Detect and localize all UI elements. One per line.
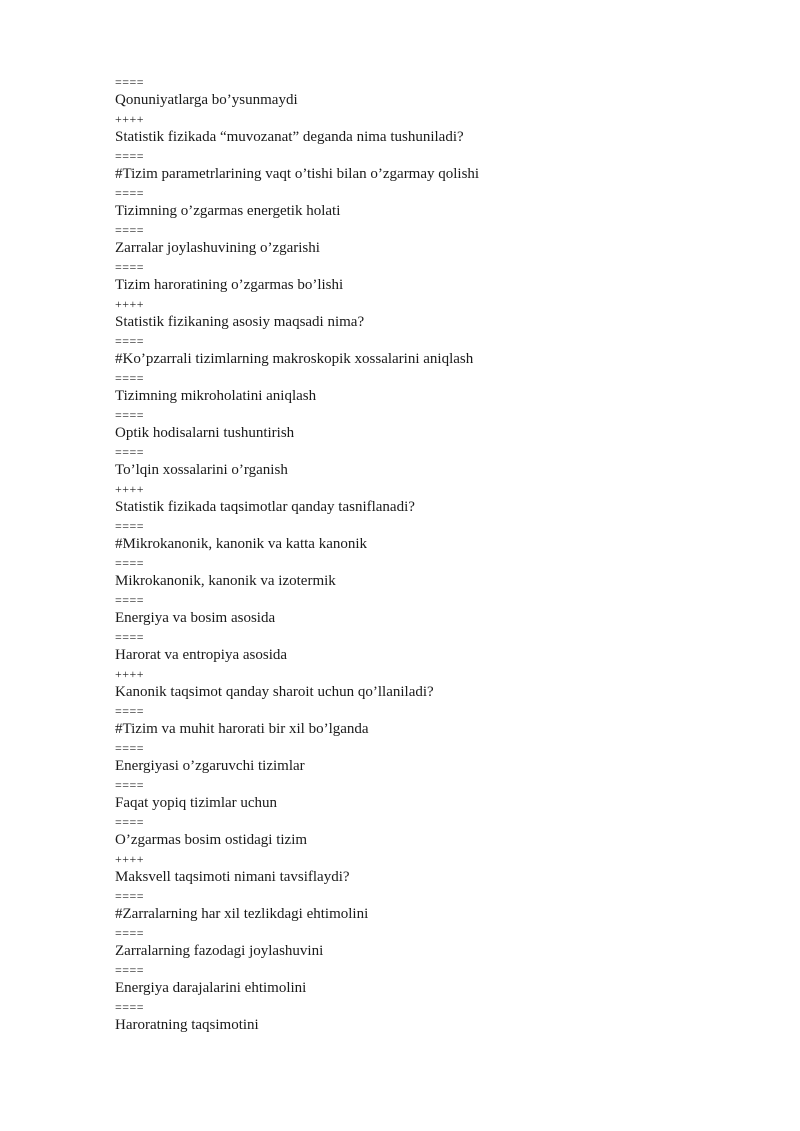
separator-line: ==== (115, 630, 145, 644)
separator-line: ==== (115, 963, 145, 977)
separator-line: ==== (115, 186, 145, 200)
separator-line: ==== (115, 778, 145, 792)
text-line: Faqat yopiq tizimlar uchun (115, 795, 278, 811)
text-line: Statistik fizikada “muvozanat” deganda nima tushuniladi? (115, 129, 464, 145)
text-line: Tizimning o’zgarmas energetik holati (115, 203, 341, 219)
text-line: #Zarralarning har xil tezlikdagi ehtimolini (115, 906, 369, 922)
text-line: O’zgarmas bosim ostidagi tizim (115, 832, 308, 848)
text-line: Mikrokanonik, kanonik va izotermik (115, 573, 336, 589)
text-line: #Tizim parametrlarining vaqt o’tishi bilan o’zgarmay qolishi (115, 166, 480, 182)
text-line: Kanonik taqsimot qanday sharoit uchun qo’llaniladi? (115, 684, 434, 700)
separator-line: ==== (115, 75, 145, 89)
text-line: Harorat va entropiya asosida (115, 647, 288, 663)
text-line: Energiya va bosim asosida (115, 610, 276, 626)
text-line: Tizim haroratining o’zgarmas bo’lishi (115, 277, 344, 293)
text-line: Statistik fizikada taqsimotlar qanday tasniflanadi? (115, 499, 415, 515)
text-line: Zarralarning fazodagi joylashuvini (115, 943, 324, 959)
text-line: #Mikrokanonik, kanonik va katta kanonik (115, 536, 368, 552)
text-line: Qonuniyatlarga bo’ysunmaydi (115, 92, 298, 108)
text-line: Energiya darajalarini ehtimolini (115, 980, 307, 996)
text-line: Optik hodisalarni tushuntirish (115, 425, 295, 441)
separator-line: ==== (115, 260, 145, 274)
separator-line: ==== (115, 334, 145, 348)
separator-line: ++++ (115, 482, 145, 496)
separator-line: ++++ (115, 297, 145, 311)
separator-line: ==== (115, 889, 145, 903)
separator-line: ++++ (115, 667, 145, 681)
separator-line: ++++ (115, 112, 145, 126)
text-line: #Tizim va muhit harorati bir xil bo’lganda (115, 721, 369, 737)
text-line: Tizimning mikroholatini aniqlash (115, 388, 317, 404)
separator-line: ==== (115, 445, 145, 459)
separator-line: ++++ (115, 852, 145, 866)
separator-line: ==== (115, 371, 145, 385)
text-line: Zarralar joylashuvining o’zgarishi (115, 240, 320, 256)
text-line: Maksvell taqsimoti nimani tavsiflaydi? (115, 869, 350, 885)
document-page (115, 75, 755, 1037)
text-line: #Ko’pzarrali tizimlarning makroskopik xossalarini aniqlash (115, 351, 474, 367)
separator-line: ==== (115, 741, 145, 755)
text-line: Haroratning taqsimotini (115, 1017, 259, 1033)
separator-line: ==== (115, 593, 145, 607)
text-line: Statistik fizikaning asosiy maqsadi nima? (115, 314, 365, 330)
separator-line: ==== (115, 704, 145, 718)
separator-line: ==== (115, 815, 145, 829)
separator-line: ==== (115, 408, 145, 422)
separator-line: ==== (115, 519, 145, 533)
separator-line: ==== (115, 1000, 145, 1014)
text-line: To’lqin xossalarini o’rganish (115, 462, 288, 478)
separator-line: ==== (115, 223, 145, 237)
separator-line: ==== (115, 926, 145, 940)
separator-line: ==== (115, 556, 145, 570)
separator-line: ==== (115, 149, 145, 163)
text-line: Energiyasi o’zgaruvchi tizimlar (115, 758, 305, 774)
